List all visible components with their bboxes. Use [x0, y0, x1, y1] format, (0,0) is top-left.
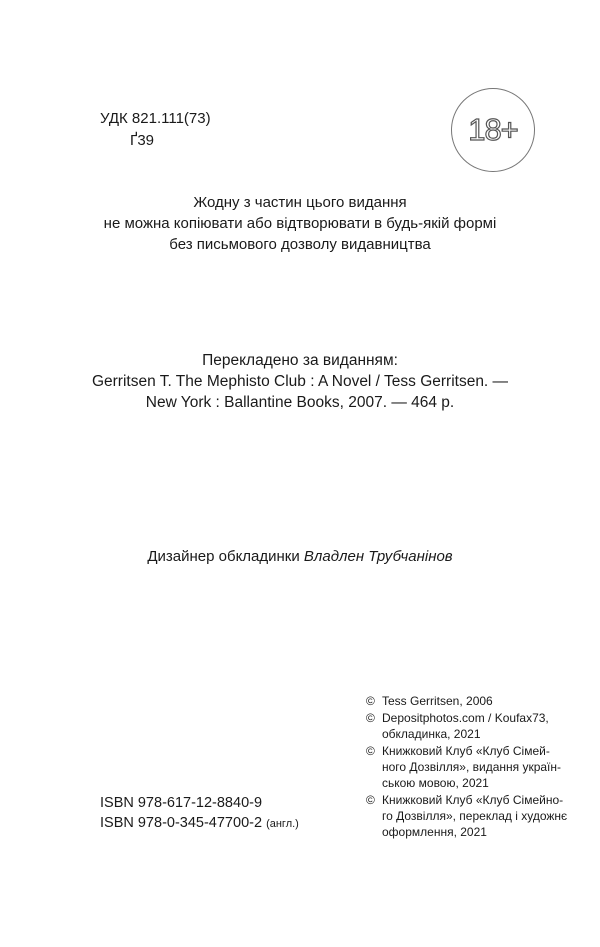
isbn-block: [100, 793, 299, 834]
credit-item: [366, 693, 566, 709]
age-rating-text: 18+: [468, 112, 518, 147]
credit-item: [366, 792, 566, 840]
author-mark: Ґ39: [130, 132, 155, 149]
credit-line: го Дозвілля», переклад і художнє: [382, 809, 568, 823]
credit-line: Книжковий Клуб «Клуб Сімей-: [382, 744, 550, 758]
credit-line: ного Дозвілля», видання україн-: [382, 760, 562, 774]
credit-line: ською мовою, 2021: [382, 776, 489, 790]
isbn-number: ISBN 978-0-345-47700-2: [100, 815, 263, 831]
copyright-line: не можна копіювати або відтворювати в будь-якій формі: [103, 215, 497, 232]
credit-line: обкладинка, 2021: [382, 727, 481, 741]
credit-item: [366, 743, 566, 791]
isbn-note: (англ.): [266, 818, 299, 830]
credit-line: оформлення, 2021: [382, 825, 487, 839]
age-rating-badge: [451, 88, 535, 172]
copyright-credits: [366, 693, 566, 841]
designer-name: Владлен Трубчанінов: [303, 548, 453, 565]
credit-item: [366, 710, 566, 742]
credit-line: Depositphotos.com / Koufax73,: [382, 711, 549, 725]
copyright-line: без письмового дозволу видавництва: [169, 236, 431, 253]
translation-line: Перекладено за виданням:: [202, 352, 398, 369]
credit-line: Tess Gerritsen, 2006: [382, 694, 493, 708]
copyright-symbol: ©: [366, 694, 375, 708]
cover-designer: [0, 546, 600, 567]
copyright-line: Жодну з частин цього видання: [193, 194, 407, 211]
isbn-line: [100, 813, 299, 834]
translation-source: [0, 350, 600, 413]
isbn-line: [100, 793, 299, 813]
copyright-symbol: ©: [366, 711, 375, 725]
isbn-number: ISBN 978-617-12-8840-9: [100, 795, 263, 811]
udk-block: [100, 108, 211, 152]
copyright-symbol: ©: [366, 744, 375, 758]
translation-line: New York : Ballantine Books, 2007. — 464 p.: [145, 394, 455, 411]
copyright-symbol: ©: [366, 793, 375, 807]
translation-line: Gerritsen T. The Mephisto Club : A Novel / Tess Gerritsen. —: [91, 373, 509, 390]
udk-code: УДК 821.111(73): [100, 110, 211, 127]
credit-line: Книжковий Клуб «Клуб Сімейно-: [382, 793, 564, 807]
copyright-notice: [0, 192, 600, 255]
designer-label: Дизайнер обкладинки: [147, 548, 300, 565]
